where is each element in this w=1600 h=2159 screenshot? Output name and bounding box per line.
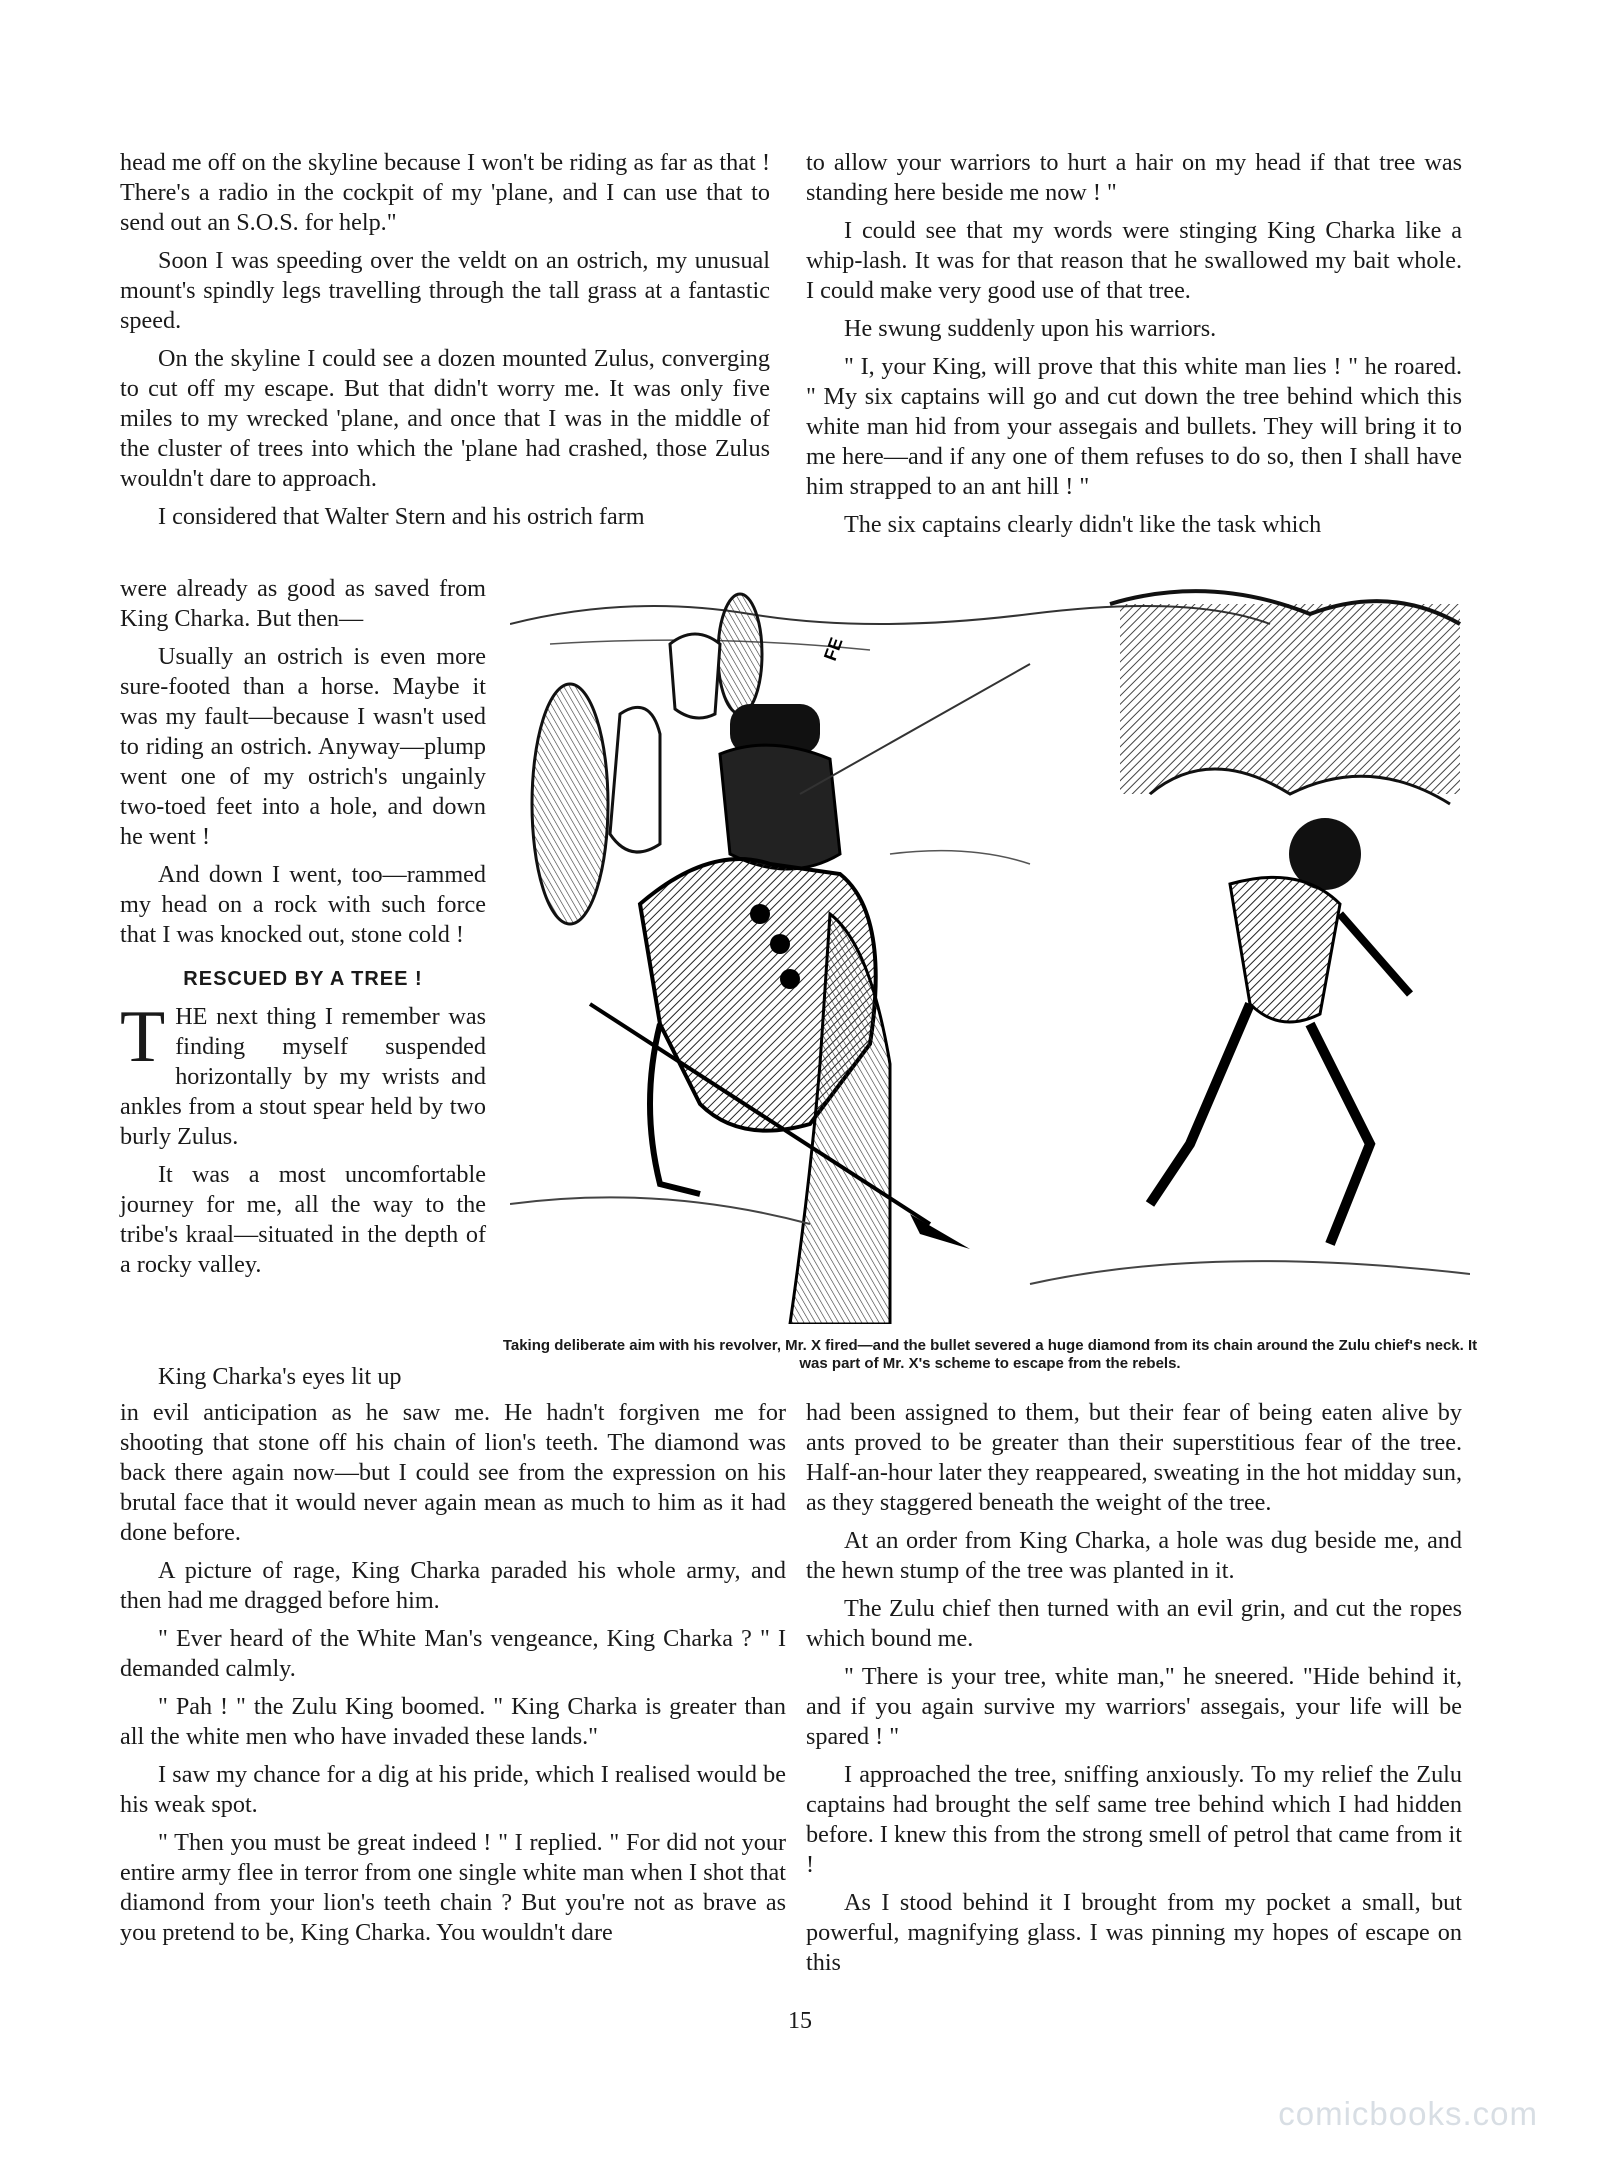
paragraph: " There is your tree, white man," he sneered. "Hide behind it, and if you again survive my warriors' assegais, your life will be spared ! " xyxy=(806,1663,1462,1750)
paragraph: I considered that Walter Stern and his ostrich farm xyxy=(158,503,645,530)
paragraph: And down I went, too—rammed my head on a rock with such force that I was knocked out, stone cold ! xyxy=(120,861,486,948)
right-column-bottom xyxy=(806,1398,1462,1986)
hanging-line: King Charka's eyes lit up xyxy=(158,1363,402,1390)
paragraph: Usually an ostrich is even more sure-footed than a horse. Maybe it was my fault—because I wasn't used to riding an ostrich. Anyway—plump went one of my ostrich's ungainly two-toed feet into a hole, and down he went ! xyxy=(120,643,486,850)
dropcap-text: HE next thing I remember was finding myself suspended horizontally by my wrists and ankles from a stout spear held by two burly Zulus. xyxy=(120,1003,486,1150)
left-column-top xyxy=(120,148,770,540)
left-column-narrow xyxy=(120,574,486,1288)
page-number: 15 xyxy=(788,2008,812,2034)
drop-cap: T xyxy=(120,996,166,1078)
paragraph: The six captains clearly didn't like the task which xyxy=(844,511,1322,538)
paragraph: " Pah ! " the Zulu King boomed. " King Charka is greater than all the white men who have invaded these lands." xyxy=(120,1693,786,1750)
paragraph: I saw my chance for a dig at his pride, which I realised would be his weak spot. xyxy=(120,1761,786,1818)
paragraph: A picture of rage, King Charka paraded his whole army, and then had me dragged before him. xyxy=(120,1557,786,1614)
paragraph: in evil anticipation as he saw me. He hadn't forgiven me for shooting that stone off his chain of lion's teeth. The diamond was back there again now—but I could see from the expression on his brutal face that it would never again mean as much to him as it had done before. xyxy=(120,1399,786,1546)
tree-cluster xyxy=(1110,591,1460,804)
right-column-top xyxy=(806,148,1462,548)
paragraph: I could see that my words were stinging King Charka like a whip-lash. It was for that reason that he swallowed my bait whole. I could make very good use of that tree. xyxy=(806,217,1462,304)
paragraph: As I stood behind it I brought from my pocket a small, but powerful, magnifying glass. I was pinning my hopes of escape on this xyxy=(806,1889,1462,1976)
paragraph: I approached the tree, sniffing anxiously. To my relief the Zulu captains had brought the self same tree behind which I had hidden before. I knew this from the strong smell of petrol that came from it ! xyxy=(806,1761,1462,1878)
left-column-bottom xyxy=(120,1398,786,1956)
paragraph: to allow your warriors to hurt a hair on my head if that tree was standing here beside me now ! " xyxy=(806,149,1462,206)
paragraph: were already as good as saved from King Charka. But then— xyxy=(120,575,486,632)
paragraph: " Ever heard of the White Man's vengeance, King Charka ? " I demanded calmly. xyxy=(120,1625,786,1682)
paragraph: head me off on the skyline because I won't be riding as far as that ! There's a radio in the cockpit of my 'plane, and I can use that to send out an S.O.S. for help." xyxy=(120,149,770,236)
paragraph: " I, your King, will prove that this white man lies ! " he roared. " My six captains will go and cut down the tree behind which this white man hid from your assegais and bullets. They will bring it to me here—and if any one of them refuses to do so, then I shall have him strapped to an ant hill ! " xyxy=(806,353,1462,500)
story-illustration xyxy=(510,584,1470,1324)
paragraph: The Zulu chief then turned with an evil grin, and cut the ropes which bound me. xyxy=(806,1595,1462,1652)
site-watermark: comicbooks.com xyxy=(1278,2095,1538,2132)
paragraph: had been assigned to them, but their fear of being eaten alive by ants proved to be greater than their superstitious fear of the tree. Half-an-hour later they reappeared, sweating in the hot midday sun, as they staggered beneath the weight of the tree. xyxy=(806,1399,1462,1516)
paragraph: On the skyline I could see a dozen mounted Zulus, converging to cut off my escape. But that didn't worry me. It was only five miles to my wrecked 'plane, and once that I was in the middle of the cluster of trees into which the 'plane had crashed, those Zulus wouldn't dare to approach. xyxy=(120,345,770,492)
paragraph: At an order from King Charka, a hole was dug beside me, and the hewn stump of the tree was planted in it. xyxy=(806,1527,1462,1584)
running-warrior-figure xyxy=(1150,818,1410,1244)
section-subhead: RESCUED BY A TREE ! xyxy=(183,968,423,990)
paragraph: It was a most uncomfortable journey for me, all the way to the tribe's kraal—situated in the depth of a rocky valley. xyxy=(120,1161,486,1278)
artist-signature: FE xyxy=(819,634,847,664)
paragraph: He swung suddenly upon his warriors. xyxy=(844,315,1217,342)
zulu-chief-figure xyxy=(640,704,890,1324)
paragraph: " Then you must be great indeed ! " I replied. " For did not your entire army flee in terror from one single white man when I shot that diamond from your lion's teeth chain ? But you're not as brave as you pretend to be, King Charka. You wouldn't dare xyxy=(120,1829,786,1946)
paragraph: Soon I was speeding over the veldt on an ostrich, my unusual mount's spindly legs travelling through the tall grass at a fantastic speed. xyxy=(120,247,770,334)
dropcap-paragraph xyxy=(120,996,486,1152)
illustration-caption: Taking deliberate aim with his revolver, Mr. X fired—and the bullet severed a huge diamond from its chain around the Zulu chief's neck. It was part of Mr. X's scheme to escape from the rebels. xyxy=(502,1337,1478,1372)
